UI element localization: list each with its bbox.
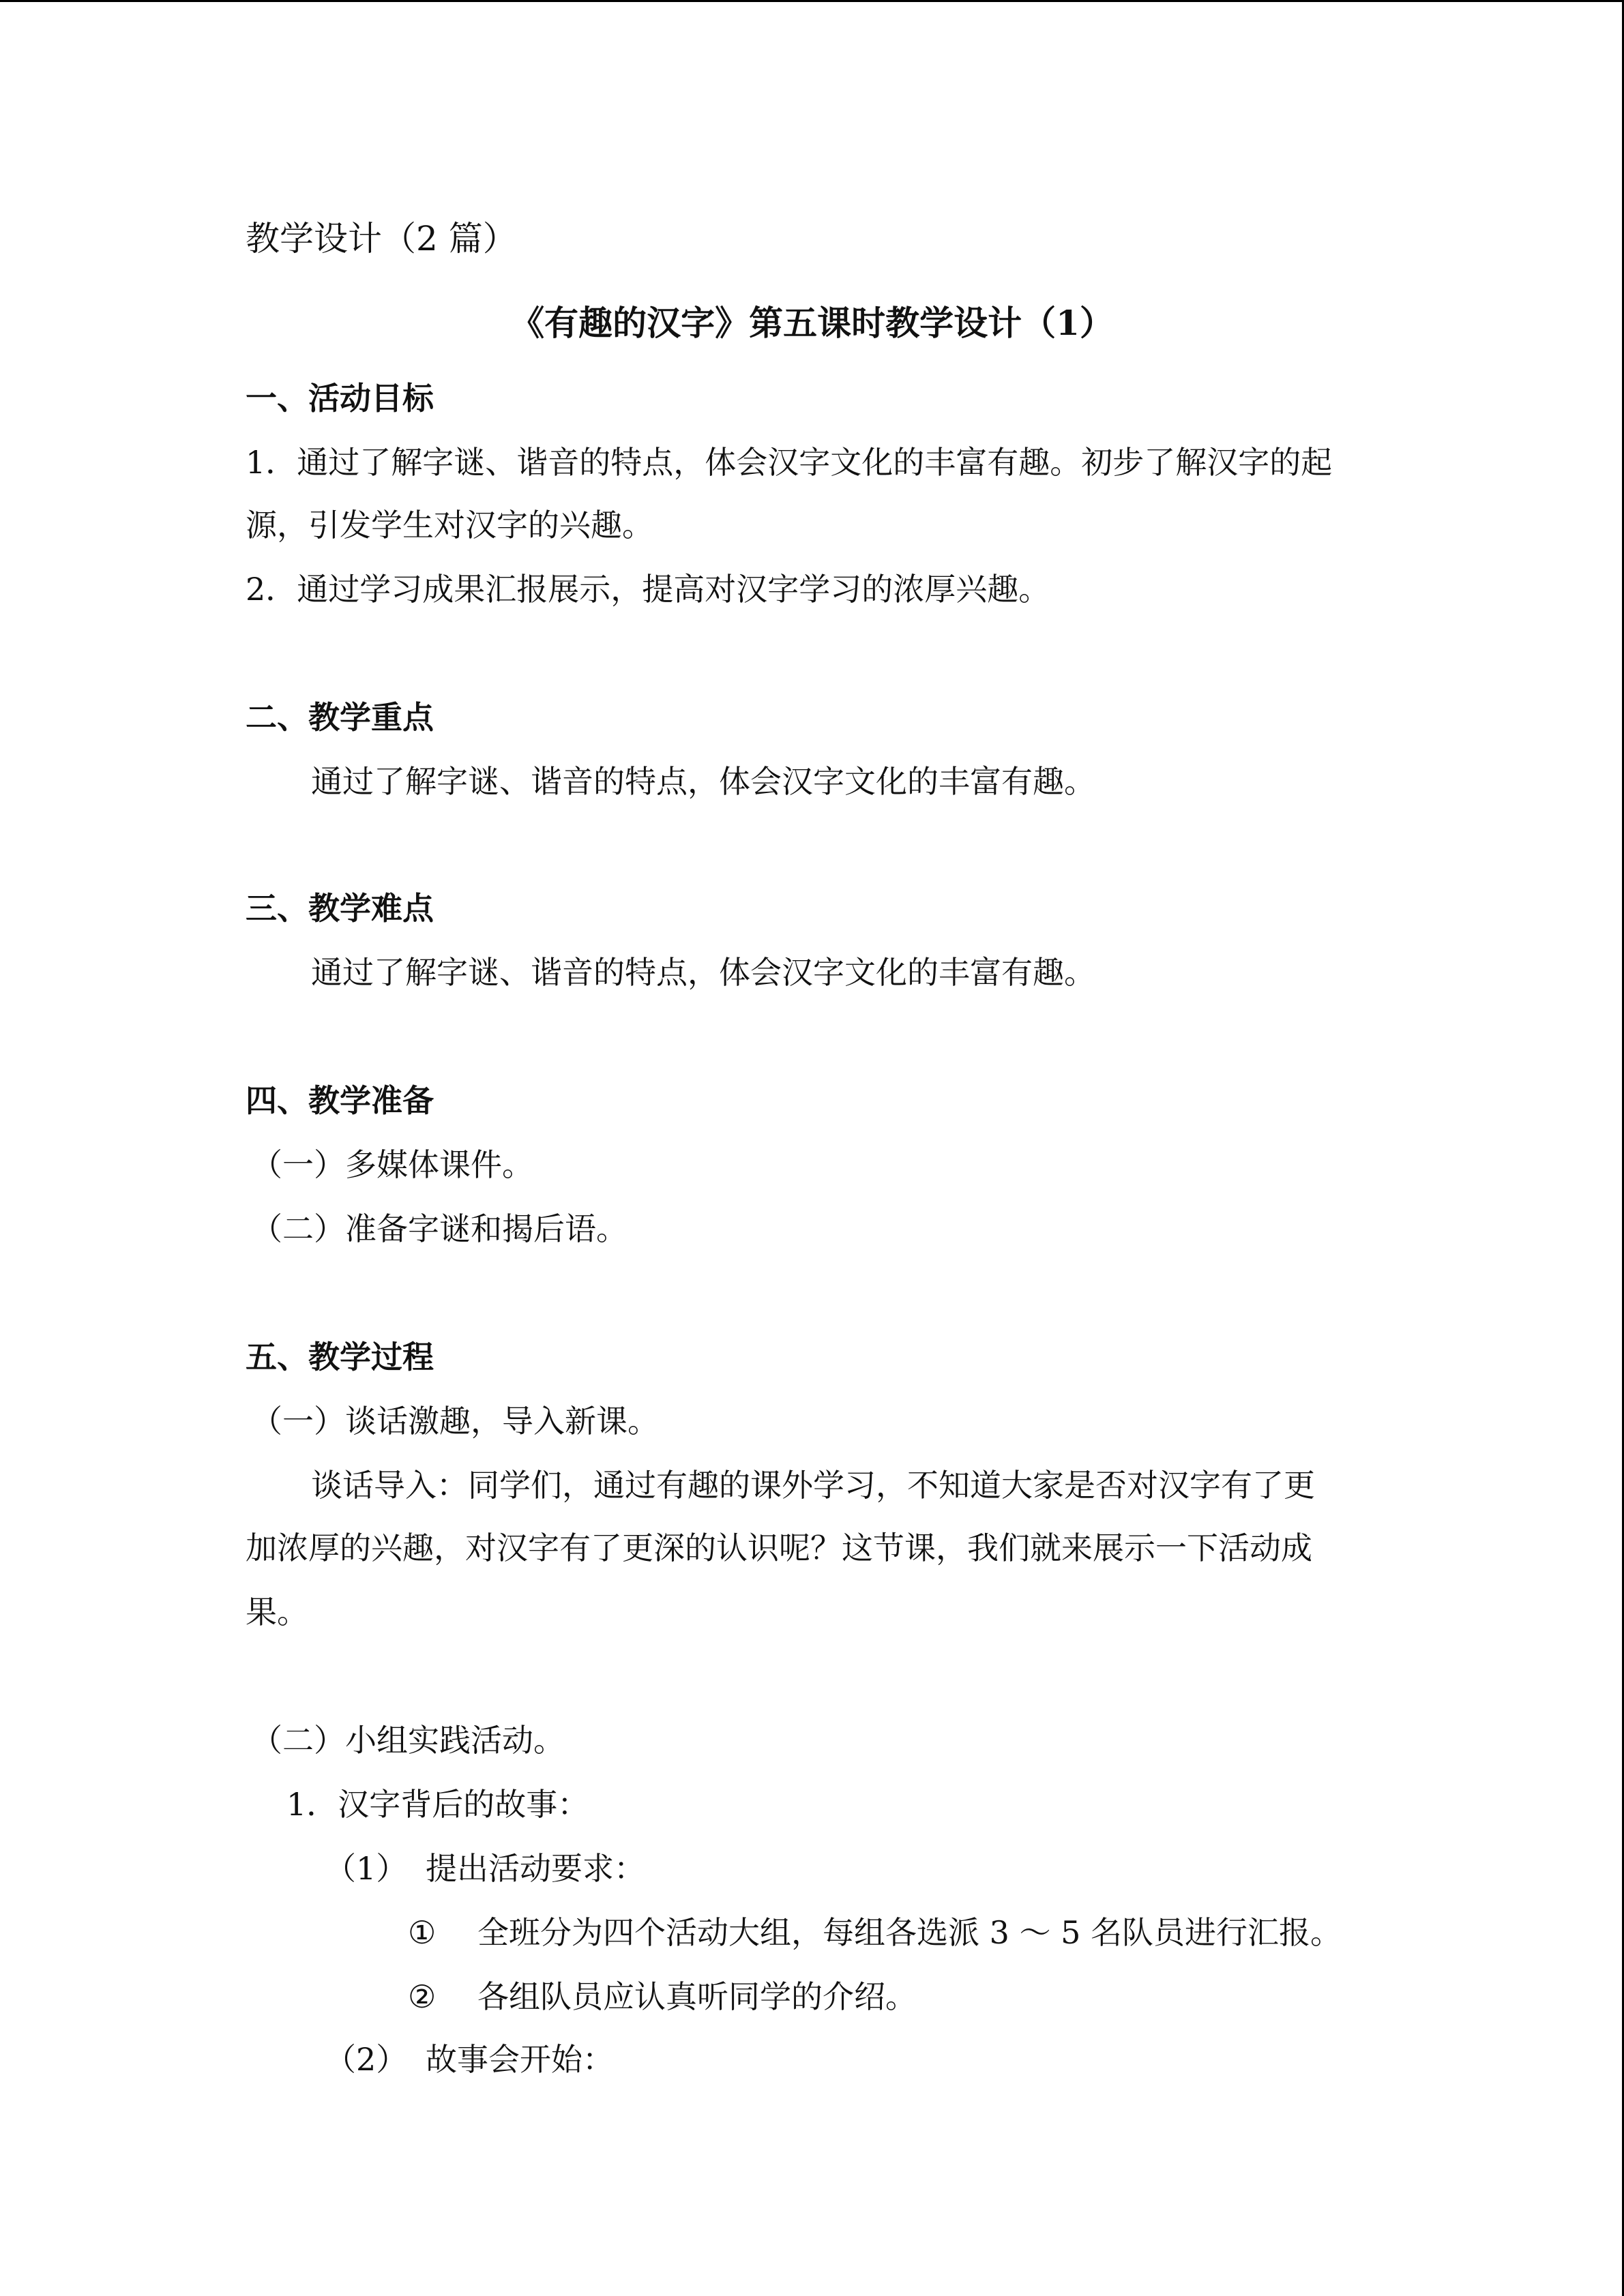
activity-1-sub-2-number: （2） bbox=[325, 2041, 408, 2078]
process-step-2: （二）小组实践活动。 bbox=[251, 1722, 565, 1759]
key-points-body: 通过了解字谜、谐音的特点，体会汉字文化的丰富有趣。 bbox=[311, 763, 1095, 800]
requirement-2-number: ② bbox=[408, 1978, 437, 2015]
section-heading-goals: 一、活动目标 bbox=[246, 380, 434, 417]
page-border-top bbox=[0, 0, 1624, 2]
section-heading-difficulties: 三、教学难点 bbox=[246, 890, 434, 927]
document-title: 《有趣的汉字》第五课时教学设计（1） bbox=[510, 303, 1114, 343]
requirement-1-number: ① bbox=[408, 1914, 437, 1951]
process-step-1: （一）谈话激趣，导入新课。 bbox=[251, 1403, 659, 1440]
preparation-item-2: （二）准备字谜和揭后语。 bbox=[251, 1210, 628, 1247]
section-heading-preparation: 四、教学准备 bbox=[246, 1082, 434, 1119]
requirement-1-text: 全班分为四个活动大组，每组各选派 3 ～ 5 名队员进行汇报。 bbox=[477, 1914, 1342, 1951]
activity-1-title: 1．汉字背后的故事： bbox=[286, 1786, 589, 1823]
process-intro-line-1: 谈话导入：同学们，通过有趣的课外学习，不知道大家是否对汉字有了更 bbox=[311, 1467, 1315, 1504]
goal-item-1-line-2: 源，引发学生对汉字的兴趣。 bbox=[246, 507, 653, 543]
preparation-item-1: （一）多媒体课件。 bbox=[251, 1146, 533, 1183]
process-intro-line-3: 果。 bbox=[246, 1594, 308, 1630]
activity-1-sub-1-number: （1） bbox=[325, 1850, 408, 1887]
requirement-2-text: 各组队员应认真听同学的介绍。 bbox=[477, 1978, 917, 2015]
difficulties-body: 通过了解字谜、谐音的特点，体会汉字文化的丰富有趣。 bbox=[311, 954, 1095, 991]
activity-1-sub-1-text: 提出活动要求： bbox=[426, 1850, 645, 1887]
goal-item-1-line-1: 1．通过了解字谜、谐音的特点，体会汉字文化的丰富有趣。初步了解汉字的起 bbox=[246, 444, 1333, 481]
process-intro-line-2: 加浓厚的兴趣，对汉字有了更深的认识呢？这节课，我们就来展示一下活动成 bbox=[246, 1530, 1312, 1566]
goal-item-2: 2．通过学习成果汇报展示，提高对汉字学习的浓厚兴趣。 bbox=[246, 571, 1050, 608]
section-heading-process: 五、教学过程 bbox=[246, 1339, 434, 1375]
section-heading-key-points: 二、教学重点 bbox=[246, 699, 434, 736]
activity-1-sub-2-text: 故事会开始： bbox=[426, 2041, 614, 2078]
document-header: 教学设计（2 篇） bbox=[246, 219, 517, 258]
